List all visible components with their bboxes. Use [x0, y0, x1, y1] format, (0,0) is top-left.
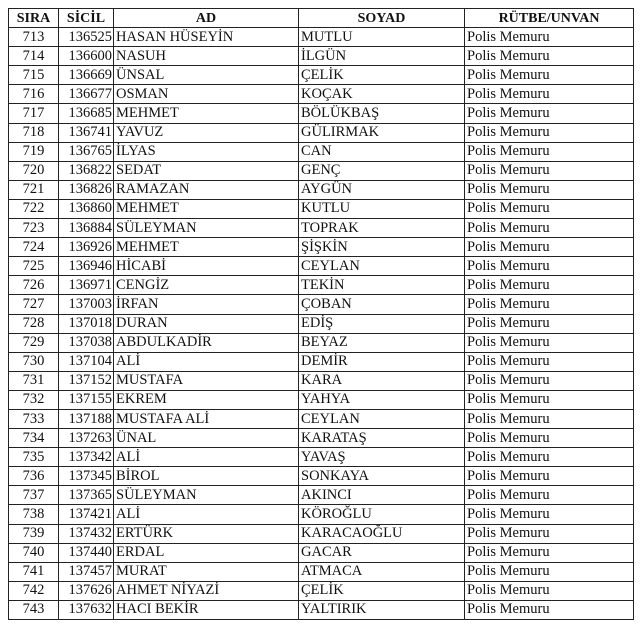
cell-soyad: AYGÜN [299, 180, 465, 199]
table-row [9, 562, 634, 581]
table-row [9, 28, 634, 47]
cell-rutbe: Polis Memuru [465, 142, 634, 161]
cell-sicil: 136741 [59, 123, 114, 142]
header-soyad: SOYAD [299, 9, 465, 28]
cell-sira: 717 [9, 104, 59, 123]
table-row [9, 543, 634, 562]
cell-sicil: 137152 [59, 371, 114, 390]
cell-sira: 723 [9, 219, 59, 238]
cell-rutbe: Polis Memuru [465, 47, 634, 66]
header-row [9, 9, 634, 28]
personnel-table [8, 8, 634, 620]
cell-sira: 713 [9, 28, 59, 47]
cell-sira: 714 [9, 47, 59, 66]
cell-sira: 727 [9, 295, 59, 314]
cell-ad: ABDULKADİR [114, 333, 299, 352]
cell-ad: SÜLEYMAN [114, 219, 299, 238]
cell-soyad: KARA [299, 371, 465, 390]
table-row [9, 371, 634, 390]
cell-ad: MEHMET [114, 199, 299, 218]
cell-soyad: CEYLAN [299, 257, 465, 276]
cell-sira: 715 [9, 66, 59, 85]
cell-sira: 730 [9, 352, 59, 371]
table-row [9, 295, 634, 314]
table-row [9, 66, 634, 85]
cell-sira: 742 [9, 581, 59, 600]
cell-rutbe: Polis Memuru [465, 28, 634, 47]
cell-rutbe: Polis Memuru [465, 66, 634, 85]
cell-sira: 725 [9, 257, 59, 276]
cell-soyad: GÜLIRMAK [299, 123, 465, 142]
cell-rutbe: Polis Memuru [465, 314, 634, 333]
cell-sicil: 136765 [59, 142, 114, 161]
cell-ad: ALİ [114, 505, 299, 524]
cell-sicil: 137038 [59, 333, 114, 352]
table-row [9, 104, 634, 123]
header-ad: AD [114, 9, 299, 28]
cell-soyad: YAHYA [299, 390, 465, 409]
cell-rutbe: Polis Memuru [465, 352, 634, 371]
cell-sicil: 137457 [59, 562, 114, 581]
cell-sira: 720 [9, 161, 59, 180]
cell-sira: 721 [9, 180, 59, 199]
cell-rutbe: Polis Memuru [465, 257, 634, 276]
cell-sira: 739 [9, 524, 59, 543]
cell-sicil: 137155 [59, 390, 114, 409]
cell-ad: HİCABİ [114, 257, 299, 276]
cell-rutbe: Polis Memuru [465, 390, 634, 409]
table-row [9, 199, 634, 218]
cell-rutbe: Polis Memuru [465, 295, 634, 314]
cell-sicil: 137188 [59, 409, 114, 428]
cell-sicil: 137342 [59, 448, 114, 467]
cell-sicil: 137440 [59, 543, 114, 562]
cell-sicil: 136860 [59, 199, 114, 218]
cell-sicil: 137432 [59, 524, 114, 543]
table-row [9, 47, 634, 66]
cell-sira: 728 [9, 314, 59, 333]
cell-ad: MEHMET [114, 238, 299, 257]
cell-ad: MUSTAFA [114, 371, 299, 390]
cell-ad: ERDAL [114, 543, 299, 562]
cell-soyad: BEYAZ [299, 333, 465, 352]
cell-rutbe: Polis Memuru [465, 486, 634, 505]
cell-soyad: İLGÜN [299, 47, 465, 66]
cell-sira: 740 [9, 543, 59, 562]
table-row [9, 180, 634, 199]
table-row [9, 448, 634, 467]
cell-ad: MUSTAFA ALİ [114, 409, 299, 428]
table-row [9, 467, 634, 486]
cell-sira: 718 [9, 123, 59, 142]
cell-rutbe: Polis Memuru [465, 409, 634, 428]
cell-soyad: TEKİN [299, 276, 465, 295]
cell-ad: OSMAN [114, 85, 299, 104]
cell-soyad: YAVAŞ [299, 448, 465, 467]
cell-rutbe: Polis Memuru [465, 238, 634, 257]
cell-soyad: BÖLÜKBAŞ [299, 104, 465, 123]
cell-sira: 735 [9, 448, 59, 467]
cell-soyad: ÇELİK [299, 66, 465, 85]
cell-sicil: 136685 [59, 104, 114, 123]
cell-ad: HACI BEKİR [114, 600, 299, 619]
cell-ad: İRFAN [114, 295, 299, 314]
cell-rutbe: Polis Memuru [465, 581, 634, 600]
cell-rutbe: Polis Memuru [465, 524, 634, 543]
cell-ad: CENGİZ [114, 276, 299, 295]
table-row [9, 238, 634, 257]
cell-soyad: CEYLAN [299, 409, 465, 428]
cell-ad: ERTÜRK [114, 524, 299, 543]
cell-soyad: CAN [299, 142, 465, 161]
cell-soyad: KOÇAK [299, 85, 465, 104]
cell-sira: 729 [9, 333, 59, 352]
cell-soyad: ÇELİK [299, 581, 465, 600]
cell-rutbe: Polis Memuru [465, 448, 634, 467]
cell-ad: İLYAS [114, 142, 299, 161]
table-row [9, 219, 634, 238]
header-rutbe: RÜTBE/UNVAN [465, 9, 634, 28]
cell-rutbe: Polis Memuru [465, 600, 634, 619]
cell-rutbe: Polis Memuru [465, 276, 634, 295]
table-row [9, 257, 634, 276]
table-row [9, 142, 634, 161]
cell-sicil: 137104 [59, 352, 114, 371]
cell-ad: MURAT [114, 562, 299, 581]
cell-sira: 724 [9, 238, 59, 257]
cell-sira: 719 [9, 142, 59, 161]
cell-soyad: ATMACA [299, 562, 465, 581]
cell-rutbe: Polis Memuru [465, 123, 634, 142]
cell-sicil: 136525 [59, 28, 114, 47]
cell-soyad: KARATAŞ [299, 429, 465, 448]
cell-ad: HASAN HÜSEYİN [114, 28, 299, 47]
table-row [9, 123, 634, 142]
cell-sira: 722 [9, 199, 59, 218]
cell-sira: 737 [9, 486, 59, 505]
cell-ad: EKREM [114, 390, 299, 409]
table-row [9, 161, 634, 180]
table-row [9, 276, 634, 295]
cell-sira: 743 [9, 600, 59, 619]
cell-sira: 726 [9, 276, 59, 295]
cell-sicil: 137018 [59, 314, 114, 333]
cell-sicil: 136946 [59, 257, 114, 276]
cell-ad: ÜNAL [114, 429, 299, 448]
table-row [9, 429, 634, 448]
cell-sira: 716 [9, 85, 59, 104]
cell-rutbe: Polis Memuru [465, 199, 634, 218]
cell-sicil: 136600 [59, 47, 114, 66]
cell-ad: AHMET NİYAZİ [114, 581, 299, 600]
cell-sicil: 137345 [59, 467, 114, 486]
table-row [9, 581, 634, 600]
table-row [9, 390, 634, 409]
cell-ad: DURAN [114, 314, 299, 333]
header-sira: SIRA [9, 9, 59, 28]
cell-sicil: 137003 [59, 295, 114, 314]
cell-rutbe: Polis Memuru [465, 180, 634, 199]
header-sicil: SİCİL [59, 9, 114, 28]
cell-ad: MEHMET [114, 104, 299, 123]
cell-soyad: ŞİŞKİN [299, 238, 465, 257]
table-row [9, 85, 634, 104]
cell-sicil: 137263 [59, 429, 114, 448]
cell-sira: 731 [9, 371, 59, 390]
cell-sicil: 136822 [59, 161, 114, 180]
table-row [9, 352, 634, 371]
cell-soyad: DEMİR [299, 352, 465, 371]
table-row [9, 314, 634, 333]
cell-rutbe: Polis Memuru [465, 333, 634, 352]
table-row [9, 486, 634, 505]
table-row [9, 333, 634, 352]
table-row [9, 505, 634, 524]
table-row [9, 409, 634, 428]
cell-ad: RAMAZAN [114, 180, 299, 199]
cell-sira: 736 [9, 467, 59, 486]
cell-sira: 734 [9, 429, 59, 448]
cell-rutbe: Polis Memuru [465, 467, 634, 486]
cell-sicil: 136669 [59, 66, 114, 85]
cell-rutbe: Polis Memuru [465, 219, 634, 238]
cell-sicil: 137626 [59, 581, 114, 600]
cell-rutbe: Polis Memuru [465, 371, 634, 390]
cell-sicil: 137421 [59, 505, 114, 524]
cell-sicil: 137365 [59, 486, 114, 505]
cell-sira: 741 [9, 562, 59, 581]
cell-soyad: EDİŞ [299, 314, 465, 333]
cell-soyad: AKINCI [299, 486, 465, 505]
cell-soyad: KARACAOĞLU [299, 524, 465, 543]
cell-rutbe: Polis Memuru [465, 104, 634, 123]
cell-sira: 732 [9, 390, 59, 409]
table-row [9, 600, 634, 619]
cell-ad: NASUH [114, 47, 299, 66]
cell-ad: SÜLEYMAN [114, 486, 299, 505]
cell-soyad: KUTLU [299, 199, 465, 218]
cell-soyad: GENÇ [299, 161, 465, 180]
cell-rutbe: Polis Memuru [465, 562, 634, 581]
cell-soyad: TOPRAK [299, 219, 465, 238]
cell-sira: 733 [9, 409, 59, 428]
cell-soyad: MUTLU [299, 28, 465, 47]
cell-ad: ÜNSAL [114, 66, 299, 85]
cell-sira: 738 [9, 505, 59, 524]
cell-sicil: 136677 [59, 85, 114, 104]
cell-ad: BİROL [114, 467, 299, 486]
cell-rutbe: Polis Memuru [465, 543, 634, 562]
cell-rutbe: Polis Memuru [465, 161, 634, 180]
cell-ad: SEDAT [114, 161, 299, 180]
cell-soyad: KÖROĞLU [299, 505, 465, 524]
table-row [9, 524, 634, 543]
cell-soyad: YALTIRIK [299, 600, 465, 619]
cell-sicil: 137632 [59, 600, 114, 619]
cell-soyad: SONKAYA [299, 467, 465, 486]
cell-sicil: 136826 [59, 180, 114, 199]
cell-ad: ALİ [114, 352, 299, 371]
cell-soyad: GACAR [299, 543, 465, 562]
cell-ad: ALİ [114, 448, 299, 467]
table-body [9, 28, 634, 620]
cell-soyad: ÇOBAN [299, 295, 465, 314]
cell-sicil: 136884 [59, 219, 114, 238]
cell-rutbe: Polis Memuru [465, 505, 634, 524]
cell-sicil: 136926 [59, 238, 114, 257]
cell-rutbe: Polis Memuru [465, 429, 634, 448]
cell-ad: YAVUZ [114, 123, 299, 142]
cell-rutbe: Polis Memuru [465, 85, 634, 104]
cell-sicil: 136971 [59, 276, 114, 295]
